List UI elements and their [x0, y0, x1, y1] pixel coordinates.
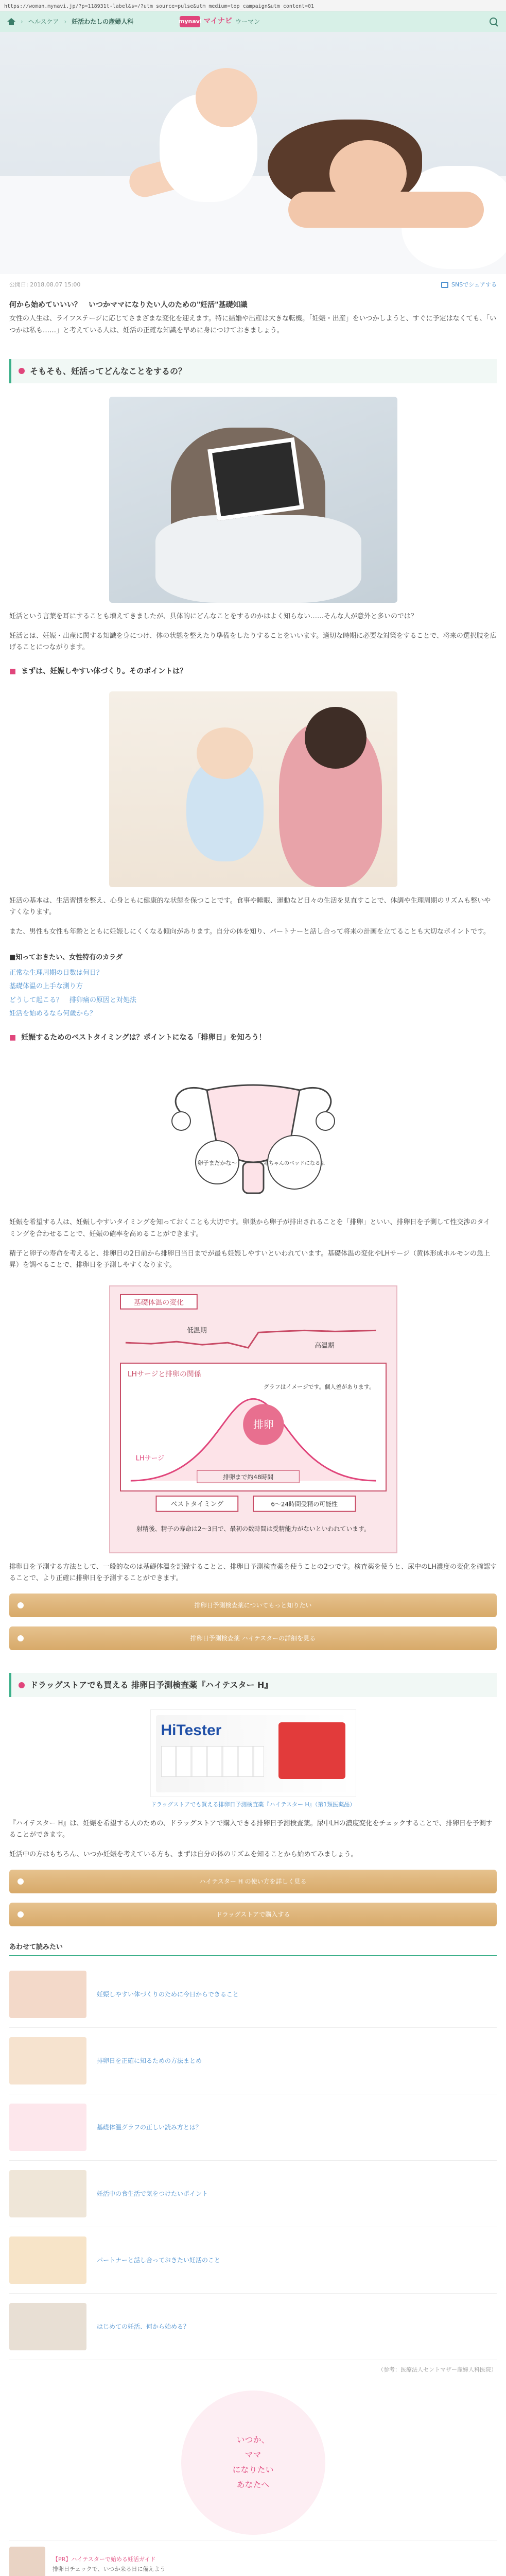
ovulation-diagram-svg — [110, 1286, 396, 1552]
hero-baby-face — [196, 68, 257, 127]
section-heading-1-text: そもそも、妊活ってどんなことをするの？ — [30, 366, 187, 376]
mother-child-photo — [109, 691, 397, 887]
speech-bubble-right-text: 赤ちゃんのベッドになるよ — [263, 1161, 325, 1167]
promo-line-2: ママ — [245, 2450, 261, 2460]
paragraph: 精子と卵子の寿命を考えると、排卵日の2日前から排卵日当日までが最も妊娠しやすいといわれています。基礎体温の変化やLHサージ（黄体形成ホルモンの急上昇）を調べることで、排卵日を予測しやすくなります。 — [9, 1249, 490, 1269]
share-icon — [441, 282, 448, 288]
breadcrumb-separator: › — [64, 18, 67, 25]
promo-banner[interactable] — [181, 2391, 325, 2535]
sns-share-link[interactable] — [441, 280, 497, 290]
section-heading-3 — [9, 1673, 497, 1697]
cta-button-2-label: 排卵日予測検査薬 ハイテスターの詳細を見る — [190, 1634, 316, 1642]
best-timing-label: ベストタイミング — [170, 1500, 223, 1509]
product-caption[interactable]: ドラッグストアでも買える排卵日予測検査薬『ハイテスター H』（第1類医薬品） — [150, 1801, 356, 1808]
diagram-title: 基礎体温の変化 — [133, 1298, 184, 1307]
subheading-mark-icon: ■ — [9, 667, 16, 676]
photo-shirt — [155, 515, 361, 603]
cta-arrow-icon — [18, 1602, 24, 1608]
related-article-link[interactable]: パートナーと話し合っておきたい妊活のこと — [97, 2257, 221, 2264]
lead-text: 女性の人生は、ライフステージに応じてさまざまな変化を迎えます。特に結婚や出産は大きな転機。「妊娠・出産」をいつかしようと、すぐに予定はなくても、「いつかは私も……」と考えている人は、妊活の正確な知識を早めに身につけておきましょう。 — [9, 315, 497, 334]
lh-panel-title: LHサージと排卵の関係 — [127, 1370, 201, 1379]
ovulation-diagram — [109, 1285, 397, 1553]
related-article[interactable] — [9, 2161, 497, 2227]
product-badge — [278, 1722, 345, 1779]
paragraph: 妊活中の方はもちろん、いつか妊娠を考えている方も、まずは自分の体のリズムを知ることから始めてみましょう。 — [9, 1851, 358, 1859]
section-heading-1 — [9, 359, 497, 383]
ovary-left — [172, 1112, 190, 1130]
related-thumbnail — [9, 2170, 86, 2217]
ad-item[interactable] — [9, 2540, 497, 2576]
related-article-link[interactable]: 排卵日を正確に知るための方法まとめ — [97, 2057, 202, 2065]
paragraph: 排卵日を予測する方法として、一般的なのは基礎体温を記録することと、排卵日予測検査薬を使うことの2つです。検査薬を使うと、尿中のLH濃度の変化を確認することで、より正確に排卵日を予測することができます。 — [9, 1563, 497, 1582]
cta-button-1[interactable] — [9, 1594, 497, 1617]
related-thumbnail — [9, 1971, 86, 2018]
article-source: （参考：医療法人セントマザー産婦人科医院） — [378, 2366, 497, 2374]
related-article-link[interactable]: 妊娠しやすい体づくりのために今日からできること — [97, 1991, 239, 1998]
article-meta — [0, 274, 506, 296]
window-label: 排卵まで約48時間 — [222, 1473, 273, 1481]
high-phase-label: 高温期 — [314, 1342, 335, 1350]
cta-button-4[interactable] — [9, 1903, 497, 1926]
related-links-title: ■知っておきたい、女性特有のカラダ — [9, 954, 123, 962]
related-article-link[interactable]: 妊活中の食生活で気をつけたいポイント — [97, 2190, 208, 2198]
sns-share-label: SNSでシェアする — [451, 281, 497, 288]
cervix-shape — [243, 1162, 264, 1193]
subheading-mark-icon: ■ — [9, 1033, 16, 1042]
related-links-list — [9, 968, 497, 1019]
related-thumbnail — [9, 2104, 86, 2151]
cta-button-3[interactable] — [9, 1870, 497, 1893]
related-thumbnail — [9, 2037, 86, 2084]
subheading-2 — [9, 1032, 497, 1044]
hero-mother-arm — [288, 192, 484, 228]
photo-ultrasound-print — [207, 437, 304, 521]
paragraph: 妊娠を希望する人は、妊娠しやすいタイミングを知っておくことも大切です。卵巣から卵子が排出されることを「排卵」といい、排卵日を予測して性交渉のタイミングを合わせることで、妊娠の確率を高めることができます。 — [9, 1218, 491, 1238]
related-thumbnail — [9, 2303, 86, 2350]
subheading-2-text: 妊娠するためのベストタイミングは？ポイントになる「排卵日」を知ろう！ — [21, 1033, 266, 1042]
diagram-footnote: 射精後、精子の寿命は2〜3日で、最初の数時間は受精能力がないといわれています。 — [136, 1525, 370, 1533]
diagram-note: グラフはイメージです。個人差があります。 — [263, 1383, 375, 1391]
ovulation-label: 排卵 — [253, 1418, 274, 1431]
cta-arrow-icon — [18, 1635, 24, 1641]
related-article-link[interactable]: はじめての妊活、何から始める？ — [97, 2323, 190, 2331]
low-phase-label: 低温期 — [186, 1327, 207, 1335]
subheading-1-text: まずは、妊娠しやすい体づくり。そのポイントは？ — [21, 667, 187, 676]
related-article[interactable] — [9, 2028, 497, 2094]
cta-button-4-label: ドラッグストアで購入する — [216, 1911, 290, 1918]
related-link[interactable]: 基礎体温の上手な測り方 — [9, 982, 83, 991]
product-image[interactable] — [150, 1709, 356, 1797]
paragraph: また、男性も女性も年齢とともに妊娠しにくくなる傾向があります。自分の体を知り、パートナーと話し合って将来の計画を立てることも大切なポイントです。 — [9, 928, 490, 936]
paragraph: 妊活の基本は、生活習慣を整え、心身ともに健康的な状態を保つことです。食事や睡眠、運動など日々の生活を見直すことで、体調や生理周期のリズムも整いやすくなります。 — [9, 896, 491, 917]
section-heading-3-text: ドラッグストアでも買える 排卵日予測検査薬『ハイテスター H』 — [30, 1680, 273, 1690]
top-navigation — [0, 11, 506, 32]
fertile-window-label: 6〜24時間受精の可能性 — [270, 1500, 338, 1508]
related-thumbnail — [9, 2236, 86, 2284]
related-article[interactable] — [9, 1961, 497, 2028]
home-icon[interactable] — [7, 18, 15, 25]
browser-url-bar[interactable]: https://woman.mynavi.jp/?p=118931t-label&s=/?utm_source=pulse&utm_medium=top_campaign&utm_content=01 — [0, 0, 506, 11]
logo-badge: mynavi — [180, 16, 200, 27]
related-article[interactable] — [9, 2294, 497, 2360]
product-logo: HiTester — [161, 1722, 222, 1739]
related-link[interactable]: 妊活を始めるなら何歳から？ — [9, 1009, 97, 1018]
publish-date: 公開日: 2018.08.07 15:00 — [9, 281, 81, 288]
promo-line-4: あなたへ — [236, 2479, 270, 2489]
speech-bubble-left-text: 卵子まだかな～ — [197, 1160, 237, 1167]
heading-dot-icon — [19, 1682, 25, 1688]
logo-text: マイナビ — [203, 17, 233, 26]
ovary-right — [316, 1112, 335, 1130]
related-link[interactable]: 正常な生理周期の日数は何日？ — [9, 969, 103, 977]
heading-dot-icon — [19, 368, 25, 374]
cta-button-1-label: 排卵日予測検査薬についてもっと知りたい — [194, 1601, 312, 1609]
uterus-svg — [145, 1059, 361, 1209]
breadcrumb-separator: › — [21, 18, 23, 25]
subheading-1 — [9, 666, 497, 678]
ultrasound-photo — [109, 397, 397, 603]
hero-image — [0, 32, 506, 274]
lead-title: 何から始めていいい？ いつかママになりたい人のための"妊活"基礎知識 — [9, 300, 248, 309]
related-articles-title: あわせて読みたい — [9, 1942, 497, 1956]
ad-title: 【PR】ハイテスターで始める妊活ガイド — [53, 2556, 156, 2563]
promo-line-3: になりたい — [232, 2464, 274, 2475]
product-test-sticks — [161, 1746, 264, 1777]
promo-line-1: いつか、 — [236, 2435, 270, 2445]
related-articles-list — [9, 1961, 497, 2360]
logo-subtext: ウーマン — [235, 18, 260, 25]
related-article-link[interactable]: 基礎体温グラフの正しい読み方とは？ — [97, 2124, 202, 2131]
related-article[interactable] — [9, 2227, 497, 2294]
search-icon[interactable] — [488, 16, 499, 27]
lh-surge-label: LHサージ — [135, 1454, 164, 1463]
ad-text — [53, 2555, 165, 2574]
paragraph: 妊活とは、妊娠・出産に関する知識を身につけ、体の状態を整えたり準備をしたりすることをいいます。適切な時期に必要な対策をすることで、将来の選択肢を広げることにつながります。 — [9, 632, 497, 652]
cta-button-2[interactable] — [9, 1626, 497, 1650]
ad-subtitle: 排卵日チェックで、いつか来る日に備えよう — [53, 2565, 166, 2572]
breadcrumb-healthcare[interactable]: ヘルスケア — [28, 18, 59, 25]
article-body — [0, 299, 506, 2576]
cta-arrow-icon — [18, 1878, 24, 1885]
bbt-line — [125, 1330, 375, 1348]
related-article[interactable] — [9, 2094, 497, 2161]
paragraph: 『ハイテスター H』は、妊娠を希望する人のための、ドラッグストアで購入できる排卵日予測検査薬。尿中LHの濃度変化をチェックすることで、排卵日を予測することができます。 — [9, 1819, 493, 1839]
cta-button-3-label: ハイテスター H の使い方を詳しく見る — [199, 1878, 307, 1885]
photo-mother-head — [305, 707, 367, 769]
cta-arrow-icon — [18, 1911, 24, 1918]
site-logo[interactable] — [180, 15, 260, 28]
paragraph: 妊活という言葉を耳にすることも増えてきましたが、具体的にどんなことをするのかはよく知らない……そんな人が意外と多いのでは？ — [9, 612, 418, 620]
photo-child-head — [197, 727, 253, 779]
ad-thumbnail — [9, 2547, 45, 2576]
related-link[interactable]: どうして起こる？ 排卵痛の原因と対処法 — [9, 996, 137, 1004]
breadcrumb-current: 妊活わたしの産婦人科 — [72, 18, 134, 25]
uterus-illustration — [145, 1059, 361, 1209]
